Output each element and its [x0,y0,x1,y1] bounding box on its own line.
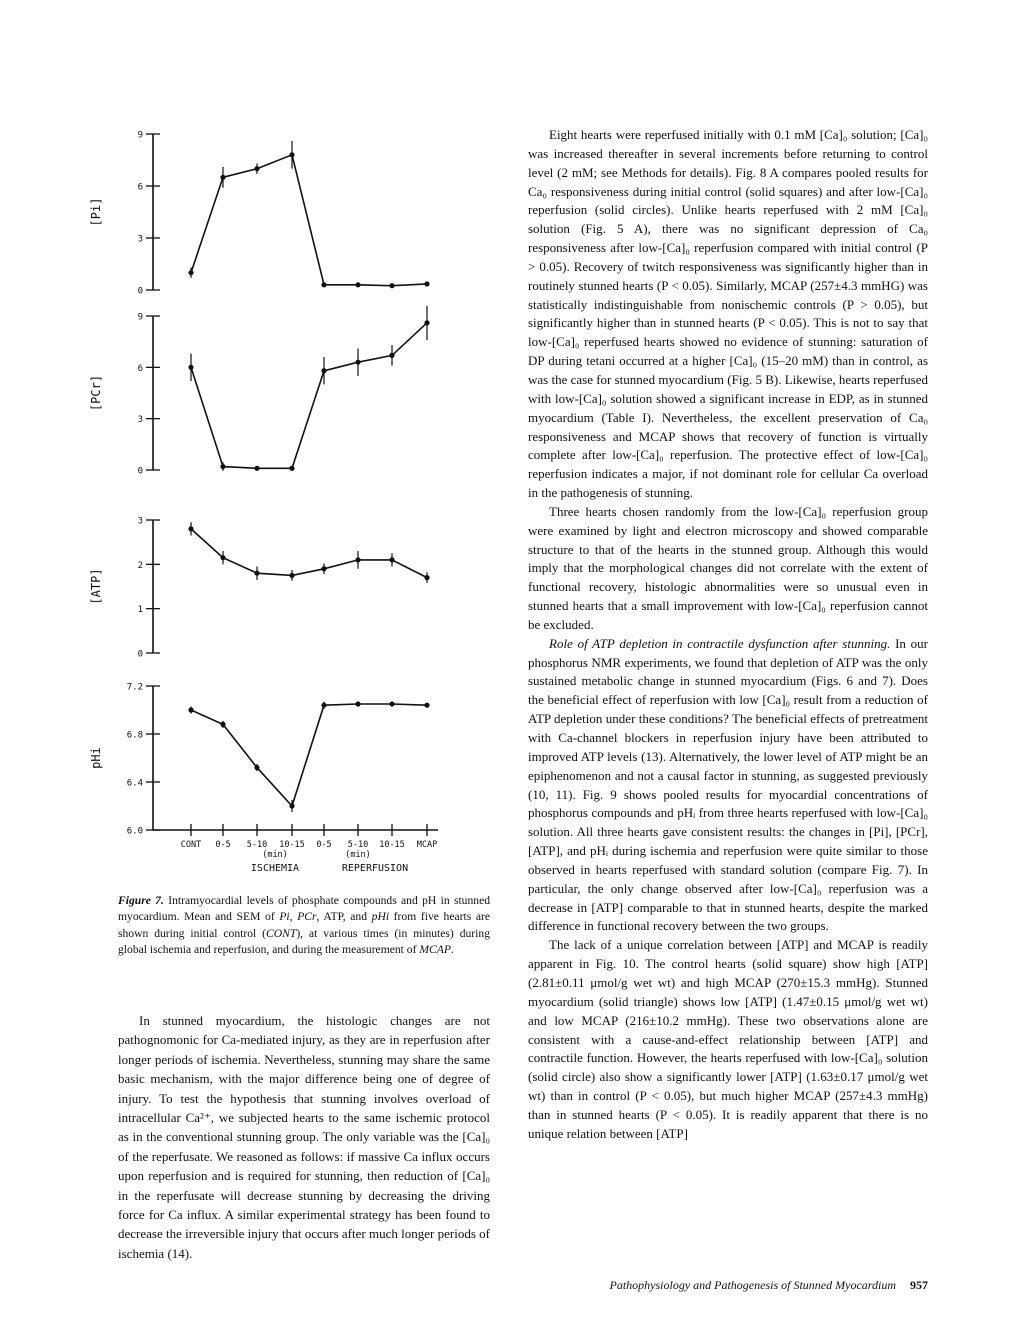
x-tick-label-1: 0-5 [215,840,231,850]
series-line-1 [191,323,427,469]
x-section-reperfusion: REPERFUSION [341,863,409,874]
y-tick-label-2-1: 2 [137,560,143,571]
data-point-0-6 [389,283,394,288]
caption-pcr: PCr [297,910,317,924]
data-point-3-4 [321,703,326,708]
page-footer [528,1278,928,1293]
data-point-3-2 [254,765,259,770]
data-point-0-7 [424,281,429,286]
y-axis-label-3: pHi [89,747,103,769]
data-point-2-0 [188,526,193,531]
data-point-1-7 [424,320,429,325]
caption-cont: CONT [266,926,297,940]
data-point-1-0 [188,365,193,370]
section-heading: Role of ATP depletion in contractile dysfunction after stunning. [549,635,891,651]
left-column [118,1011,490,1263]
x-section-ischemia: ISCHEMIA [250,863,300,874]
data-point-3-5 [355,701,360,706]
y-tick-label-3-1: 6.8 [126,730,143,741]
data-point-1-6 [389,353,394,358]
x-tick-label-5: 5-10 [347,840,369,850]
x-tick-label-4: 0-5 [316,840,332,850]
data-point-0-3 [289,152,294,157]
figure-7-chart [60,118,460,888]
data-point-0-2 [254,166,259,171]
caption-mid1: , ATP, and [316,910,372,924]
data-point-3-7 [424,703,429,708]
y-tick-label-0-0: 9 [137,130,143,141]
caption-mid2: from five hearts are shown during initial control ( [118,910,490,940]
y-axis-label-2: [ATP] [89,568,103,605]
x-tick-label-2: 5-10 [246,840,268,850]
series-line-3 [191,704,427,806]
data-point-2-5 [355,557,360,562]
data-point-2-1 [220,555,225,560]
data-point-2-3 [289,573,294,578]
x-tick-label-6: 10-15 [379,840,405,850]
data-point-2-2 [254,571,259,576]
data-point-3-0 [188,707,193,712]
y-tick-label-0-1: 6 [137,182,143,193]
y-tick-label-1-0: 9 [137,312,143,323]
data-point-1-1 [220,464,225,469]
data-point-1-2 [254,466,259,471]
y-tick-label-0-2: 3 [137,234,143,245]
x-group-label-reperfusion: (min) [345,850,371,860]
y-tick-label-0-3: 0 [137,286,143,297]
page-number: 957 [910,1278,928,1292]
figure-caption: Figure 7. Intramyocardial levels of phosphate compounds and pH in stunned myocardium. Mean and SEM of Pi, PCr, ATP, and pHi from five hearts are shown during initial control (CONT), at various times (in minutes) during global ischemia and reperfusion, and during the measurement of MCAP. [118,894,491,957]
running-title: Pathophysiology and Pathogenesis of Stunned Myocardium [609,1278,896,1292]
data-point-2-6 [389,557,394,562]
caption-text: Intramyocardial levels of phosphate compounds and pH in stunned myocardium. Mean and SEM of [118,894,491,924]
x-tick-label-7: MCAP [416,840,438,850]
data-point-1-5 [355,360,360,365]
x-tick-label-0: CONT [180,840,202,850]
right-paragraph-3 [528,635,928,937]
series-line-0 [191,155,427,286]
data-point-0-1 [220,175,225,180]
right-paragraph-1: Eight hearts were reperfused initially with 0.1 mM [Ca]₀ solution; [Ca]₀ was increased thereafter in several increments before returning to control level (2 mM; see Methods for details). Fig. 8 A compares pooled results for Ca₀ responsiveness during initial control (solid squares) and after low-[Ca]₀ reperfusion (solid circles). Unlike hearts reperfused with 2 mM [Ca]₀ solution (Fig. 5 A), there was no significant depression of Ca₀ responsiveness after low-[Ca]₀ reperfusion compared with initial control (P > 0.05). Recovery of twitch responsiveness was significantly higher than in routinely stunned hearts (P < 0.05). Similarly, MCAP (257±4.3 mmHG) was statistically indistinguishable from nonischemic controls (P > 0.05), but significantly higher than in stunned hearts (P < 0.05). This is not to say that low-[Ca]₀ reperfused hearts showed no evidence of stunning: saturation of DP during tetani occurred at a higher [Ca]₀ (15–20 mM) than in control, as was the case for stunned myocardium (Fig. 5 B). Likewise, hearts reperfused with low-[Ca]₀ solution showed a significant increase in EDP, as in stunned myocardium (Table I). Nevertheless, the excellent preservation of Ca₀ responsiveness and MCAP shows that recovery of function is virtually complete after low-[Ca]₀ reperfusion. The protective effect of low-[Ca]₀ reperfusion indicates a major, if not dominant role for cellular Ca overload in the pathogenesis of stunning. [528,127,928,501]
caption-pi: Pi [279,910,290,924]
caption-mcap: MCAP [419,943,451,957]
y-tick-label-2-2: 1 [137,605,143,616]
data-point-2-7 [424,575,429,580]
y-axis-label-0: [Pi] [89,197,103,227]
data-point-0-5 [355,282,360,287]
caption-mid3: ), at various times (in minutes) during global ischemia and reperfusion, and during the measurement of [118,926,490,957]
x-group-label-ischemia: (min) [262,850,288,860]
y-tick-label-1-3: 0 [137,466,143,477]
data-point-2-4 [321,566,326,571]
left-paragraph: In stunned myocardium, the histologic changes are not pathognomonic for Ca-mediated injury, as they are in reperfusion after longer periods of ischemia. Nevertheless, stunning may share the same basic mechanism, with the major difference being one of degree of injury. To test the hypothesis that stunning involves overload of intracellular Ca²⁺, we subjected hearts to the same ischemic protocol as in the conventional stunning group. The only variable was the [Ca]₀ of the reperfusate. We reasoned as follows: if massive Ca influx occurs upon reperfusion and is required for stunning, then reduction of [Ca]₀ in the reperfusate will decrease stunning by decreasing the driving force for Ca influx. A similar experimental strategy has been found to decrease the irreversible injury that occurs after much longer periods of ischemia (14). [118,1013,490,1261]
caption-end: . [450,943,454,957]
data-point-3-3 [289,803,294,808]
right-column [528,126,928,1144]
y-tick-label-1-2: 3 [137,415,143,426]
right-paragraph-4: The lack of a unique correlation between [ATP] and MCAP is readily apparent in Fig. 10. The control hearts (solid square) show high [ATP] (2.81±0.11 μmol/g wet wt) and high MCAP (270±15.3 mmHg). Stunned myocardium (solid triangle) shows low [ATP] (1.47±0.15 μmol/g wet wt) and low MCAP (216±10.2 mmHg). These two observations alone are consistent with a cause-and-effect relationship between [ATP] and contractile function. However, the hearts reperfused with low-[Ca]₀ solution (solid circle) also show a significantly lower [ATP] (1.63±0.17 μmol/g wet wt) than in control (P < 0.05), but much higher MCAP (257±4.3 mmHg) than in stunned hearts (P < 0.05). It is readily apparent that there is no unique relation between [ATP] [528,937,928,1141]
data-point-3-1 [220,722,225,727]
y-tick-label-3-2: 6.4 [126,778,143,789]
y-tick-label-3-3: 6.0 [126,826,143,837]
y-tick-label-2-3: 0 [137,649,143,660]
right-paragraph-2: Three hearts chosen randomly from the low-[Ca]₀ reperfusion group were examined by light and electron microscopy and showed comparable structure to that of the hearts in the stunned group. Although this would imply that the morphological changes did not correlate with the extent of functional recovery, histologic abnormalities were so unusual even in stunned hearts that a small improvement with low-[Ca]₀ reperfusion cannot be excluded. [528,503,928,632]
data-point-0-0 [188,270,193,275]
y-tick-label-1-1: 6 [137,363,143,374]
data-point-1-3 [289,466,294,471]
caption-label: Figure 7. [118,894,164,907]
y-axis-label-1: [PCr] [89,374,103,412]
data-point-1-4 [321,368,326,373]
y-tick-label-3-0: 7.2 [126,682,143,693]
data-point-0-4 [321,282,326,287]
right-paragraph-3-body: In our phosphorus NMR experiments, we found that depletion of ATP was the only sustained metabolic change in stunned myocardium (Figs. 6 and 7). Does the beneficial effect of reperfusion with low [Ca]₀ result from a reduction of ATP depletion under these conditions? The beneficial effects of pretreatment with Ca-channel blockers in reperfusion injury have been attributed to improved ATP levels (13). Alternatively, the lower level of ATP might be an epiphenomenon and not a causal factor in stunning, as suggested previously (10, 11). Fig. 9 shows pooled results for myocardial concentrations of phosphorus compounds and pHᵢ from three hearts reperfused with low-[Ca]₀ solution. All three hearts gave consistent results: the changes in [Pi], [PCr], [ATP], and pHᵢ during ischemia and reperfusion were quite similar to those observed in hearts reperfused with standard solution (compare Fig. 7). In particular, the only change observed after low-[Ca]₀ reperfusion was a decrease in [ATP] comparable to that in stunned hearts, despite the marked difference in functional recovery between the two groups. [528,635,928,934]
y-tick-label-2-0: 3 [137,516,143,527]
data-point-3-6 [389,701,394,706]
x-tick-label-3: 10-15 [279,840,305,850]
caption-phi: pHi [371,910,390,924]
